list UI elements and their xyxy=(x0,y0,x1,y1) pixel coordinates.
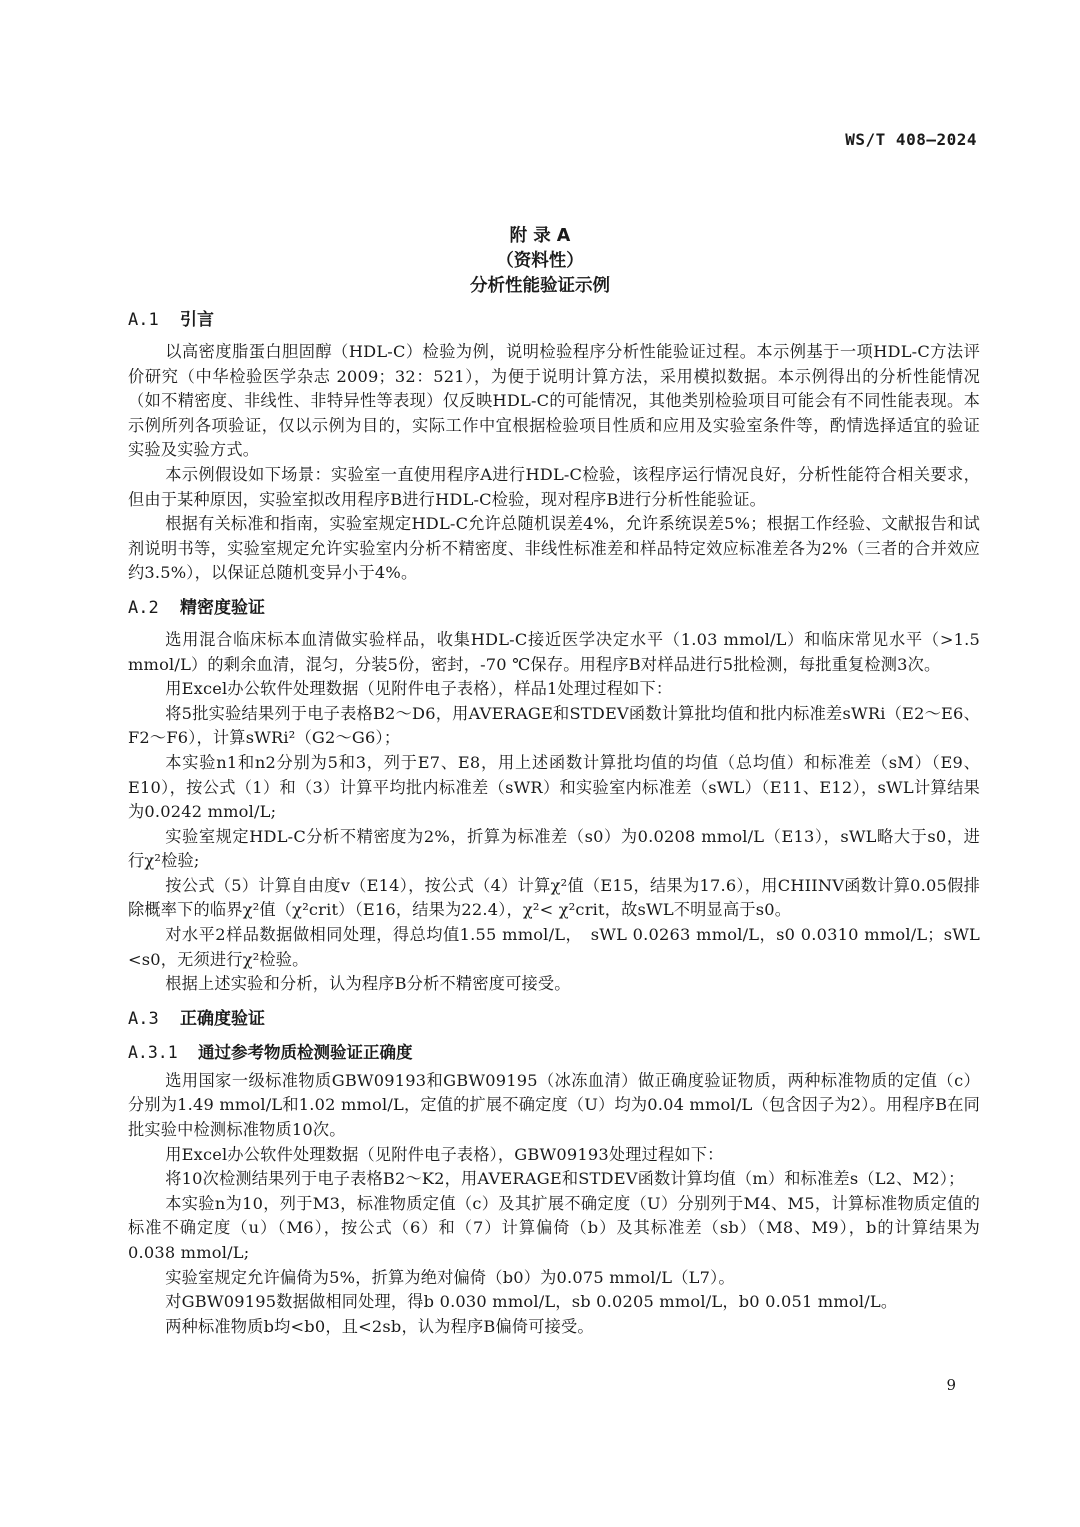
paragraph: 两种标准物质b均<b0，且<2sb，认为程序B偏倚可接受。 xyxy=(165,1316,594,1336)
subsection-heading xyxy=(128,1039,980,1067)
paragraph: 本实验n为10，列于M3，标准物质定值（c）及其扩展不确定度（U）分别列于M4、M5，计算标准物质定值的标准不确定度（u）（M6），按公式（6）和（7）计算偏倚（b）及其标准差（sb）（M8、M9），b的计算结果为0.038 mmol/L; xyxy=(128,1193,980,1262)
paragraph: 选用国家一级标准物质GBW09193和GBW09195（冰冻血清）做正确度验证物质，两种标准物质的定值（c）分别为1.49 mmol/L和1.02 mmol/L，定值的扩展不确定度（U）均为0.04 mmol/L（包含因子为2）。用程序B在同批实验中检测标准物质10次。 xyxy=(128,1070,980,1140)
paragraph: 按公式（5）计算自由度v（E14），按公式（4）计算χ²值（E15，结果为17.6），用CHIINV函数计算0.05假排除概率下的临界χ²值（χ²crit）（E16，结果为22.4），χ²< χ²crit，故sWL不明显高于s0。 xyxy=(128,875,980,920)
section-number: A.1 xyxy=(128,310,159,330)
annex-title: 附 录 A xyxy=(509,226,571,246)
section-title: 引言 xyxy=(180,310,214,330)
paragraph: 对GBW09195数据做相同处理，得b 0.030 mmol/L，sb 0.0205 mmol/L，b0 0.051 mmol/L。 xyxy=(165,1292,898,1312)
paragraph: 实验室规定HDL-C分析不精密度为2%，折算为标准差（s0）为0.0208 mmol/L（E13），sWL略大于s0，进行χ²检验; xyxy=(128,826,980,871)
paragraph: 以高密度脂蛋白胆固醇（HDL-C）检验为例，说明检验程序分析性能验证过程。本示例基于一项HDL-C方法评价研究（中华检验医学杂志 2009；32：521），为便于说明计算方法，采用模拟数据。本示例得出的分析性能情况（如不精密度、非线性、非特异性等表现）仅反映HDL-C的可能情况，其他类别检验项目可能会有不同性能表现。本示例所列各项验证，仅以示例为目的，实际工作中宜根据检验项目性质和应用及实验室条件等，酌情选择适宜的验证实验及实验方式。 xyxy=(128,342,980,460)
section-title: 精密度验证 xyxy=(180,597,265,618)
paragraph: 用Excel办公软件处理数据（见附件电子表格），样品1处理过程如下： xyxy=(165,679,673,699)
paragraph: 根据上述实验和分析，认为程序B分析不精密度可接受。 xyxy=(165,974,571,994)
annex-heading xyxy=(0,224,1080,299)
paragraph: 用Excel办公软件处理数据（见附件电子表格），GBW09193处理过程如下： xyxy=(165,1144,724,1164)
paragraph: 本示例假设如下场景：实验室一直使用程序A进行HDL-C检验，该程序运行情况良好，分析性能符合相关要求，但由于某种原因，实验室拟改用程序B进行HDL-C检验，现对程序B进行分析性能验证。 xyxy=(128,464,980,509)
section-number: A.2 xyxy=(128,597,159,618)
paragraph: 实验室规定允许偏倚为5%，折算为绝对偏倚（b0）为0.075 mmol/L（L7）。 xyxy=(165,1267,735,1287)
subsection-title: 通过参考物质检测验证正确度 xyxy=(198,1042,413,1062)
paragraph: 根据有关标准和指南，实验室规定HDL-C允许总随机误差4%，允许系统误差5%；根据工作经验、文献报告和试剂说明书等，实验室规定允许实验室内分析不精密度、非线性标准差和样品特定效应标准差各为2%（三者的合并效应约3.5%），以保证总随机变异小于4%。 xyxy=(128,514,980,583)
section-a3 xyxy=(128,1005,980,1340)
subsection-number: A.3.1 xyxy=(128,1042,178,1062)
section-a2 xyxy=(128,594,980,997)
paragraph: 本实验n1和n2分别为5和3，列于E7、E8，用上述函数计算批均值的均值（总均值）和标准差（sM）（E9、E10），按公式（1）和（3）计算平均批内标准差（sWR）和实验室内标准差（sWL）（E11、E12），sWL计算结果为0.0242 mmol/L; xyxy=(128,752,980,822)
standard-code: WS/T 408—2024 xyxy=(845,130,977,149)
section-heading xyxy=(128,1005,980,1033)
paragraph: 将5批实验结果列于电子表格B2～D6，用AVERAGE和STDEV函数计算批均值和批内标准差sWRi（E2～E6、F2～F6），计算sWRi²（G2～G6）； xyxy=(128,703,980,748)
section-heading xyxy=(128,306,980,334)
section-a1 xyxy=(128,306,980,586)
section-title: 正确度验证 xyxy=(180,1008,265,1029)
paragraph: 选用混合临床标本血清做实验样品，收集HDL-C接近医学决定水平（1.03 mmol/L）和临床常见水平（>1.5 mmol/L）的剩余血清，混匀，分装5份，密封，-70 ℃保存。用程序B对样品进行5批检测，每批重复检测3次。 xyxy=(128,629,980,674)
paragraph: 将10次检测结果列于电子表格B2～K2，用AVERAGE和STDEV函数计算均值（m）和标准差s（L2、M2）； xyxy=(165,1169,965,1189)
page-number: 9 xyxy=(946,1376,956,1394)
annex-subtitle: 分析性能验证示例 xyxy=(470,276,610,296)
document-body xyxy=(128,306,980,1347)
paragraph: 对水平2样品数据做相同处理，得总均值1.55 mmol/L， sWL 0.0263 mmol/L，s0 0.0310 mmol/L；sWL <s0，无须进行χ²检验。 xyxy=(128,925,980,969)
annex-nature: （资料性） xyxy=(496,251,584,271)
section-number: A.3 xyxy=(128,1008,159,1029)
section-heading xyxy=(128,594,980,622)
